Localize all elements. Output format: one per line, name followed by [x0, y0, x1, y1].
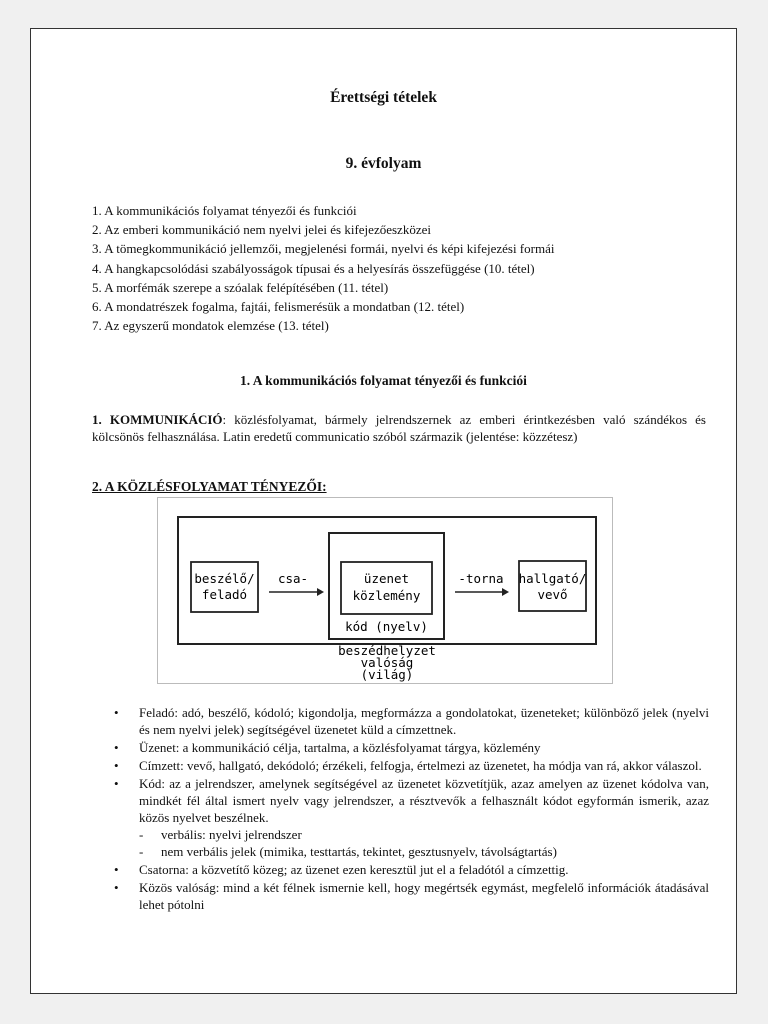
definition-paragraph — [92, 411, 706, 445]
receiver-label-2: vevő — [537, 587, 568, 602]
topic-item: 6. A mondatrészek fogalma, fajtái, felismerésük a mondatban (12. tétel) — [92, 299, 465, 315]
grade-heading: 9. évfolyam — [345, 155, 422, 172]
list-item: • Feladó: adó, beszélő, kódoló; kigondolja, megformázza a gondolatokat, üzeneteket; különböző jelek (nyelvi és nem nyelvi jelek) segítségével üzenetet küld a címzettnek. — [114, 705, 709, 737]
topic-list — [92, 201, 554, 335]
document-title: Érettségi tételek — [330, 89, 437, 106]
definition-text: : közlésfolyamat, bármely jelrendszernek az emberi érintkezésben való szándékos és kölcsönös felhasználása. Latin eredetű communicatio szóból származik (jelentése: közzétesz) — [92, 412, 706, 444]
topic-item: 4. A hangkapcsolódási szabályosságok típusai és a helyesírás összefüggése (10. tétel) — [92, 260, 535, 276]
factor-list — [109, 704, 709, 914]
sublist-item: - verbális: nyelvi jelrendszer — [139, 827, 302, 842]
message-label-2: közlemény — [352, 588, 421, 603]
bullet-icon: • — [114, 880, 119, 895]
topic-item: 5. A morfémák szerepe a szóalak felépítésében (11. tétel) — [92, 279, 389, 295]
definition-term: 1. KOMMUNIKÁCIÓ — [92, 412, 223, 427]
topic-item: 1. A kommunikációs folyamat tényezői és funkciói — [92, 203, 357, 218]
list-item: • Kód: az a jelrendszer, amelynek segítségével az üzenetet közvetítjük, azaz amelyen az üzenet kódolva van, mindkét fél által ismert nyelv vagy jelrendszer, a résztvevők a felhasznált kódot egyformán ismerik, azaz közös nyelvet beszélnek. - verbális: nyelvi jelrendszer - nem verbális jelek (mimika, testtartás, tekintet, gesztusnyelv, távolságtartás) — [114, 776, 709, 859]
communication-diagram — [157, 497, 613, 684]
reality-label-1: valóság — [360, 655, 414, 670]
message-label-1: üzenet — [363, 571, 410, 586]
bullet-icon: • — [114, 758, 119, 773]
bullet-icon: • — [114, 705, 119, 720]
sublist-item: - nem verbális jelek (mimika, testtartás, tekintet, gesztusnyelv, távolságtartás) — [139, 844, 557, 859]
list-item: • Csatorna: a közvetítő közeg; az üzenet ezen keresztül jut el a feladótól a címzettig. — [114, 862, 569, 877]
factors-heading: 2. A KÖZLÉSFOLYAMAT TÉNYEZŐI: — [92, 479, 327, 494]
dash-icon: - — [139, 827, 144, 842]
arrow-left-label: csa- — [277, 571, 309, 586]
topic-item: 2. Az emberi kommunikáció nem nyelvi jelei és kifejezőeszközei — [92, 222, 431, 238]
arrow-right-label: -torna — [458, 571, 504, 586]
bullet-icon: • — [114, 740, 119, 755]
receiver-label-1: hallgató/ — [518, 571, 587, 586]
bullet-icon: • — [114, 776, 119, 791]
sender-label-2: feladó — [201, 587, 248, 602]
topic-item: 3. A tömegkommunikáció jellemzői, megjelenési formái, nyelvi és képi kifejezési formái — [92, 241, 555, 257]
document-page — [30, 28, 737, 994]
list-item: • Üzenet: a kommunikáció célja, tartalma, a közlésfolyamat tárgya, közlemény — [114, 740, 541, 755]
dash-icon: - — [139, 844, 144, 859]
reality-label-2: (világ) — [360, 667, 414, 682]
section-heading: 1. A kommunikációs folyamat tényezői és funkciói — [240, 373, 527, 388]
sender-label-1: beszélő/ — [194, 571, 255, 586]
code-label: kód (nyelv) — [345, 619, 428, 634]
code-sublist — [139, 826, 709, 860]
bullet-icon: • — [114, 862, 119, 877]
topic-item: 7. Az egyszerű mondatok elemzése (13. tétel) — [92, 318, 329, 334]
list-item: • Címzett: vevő, hallgató, dekódoló; érzékeli, felfogja, értelmezi az üzenetet, ha módja van rá, akkor válaszol. — [114, 758, 702, 773]
list-item: • Közös valóság: mind a két félnek ismernie kell, hogy megértsék egymást, megfelelő információk átadásával lehet pótolni — [114, 880, 709, 912]
situation-label: beszédhelyzet — [338, 643, 436, 658]
